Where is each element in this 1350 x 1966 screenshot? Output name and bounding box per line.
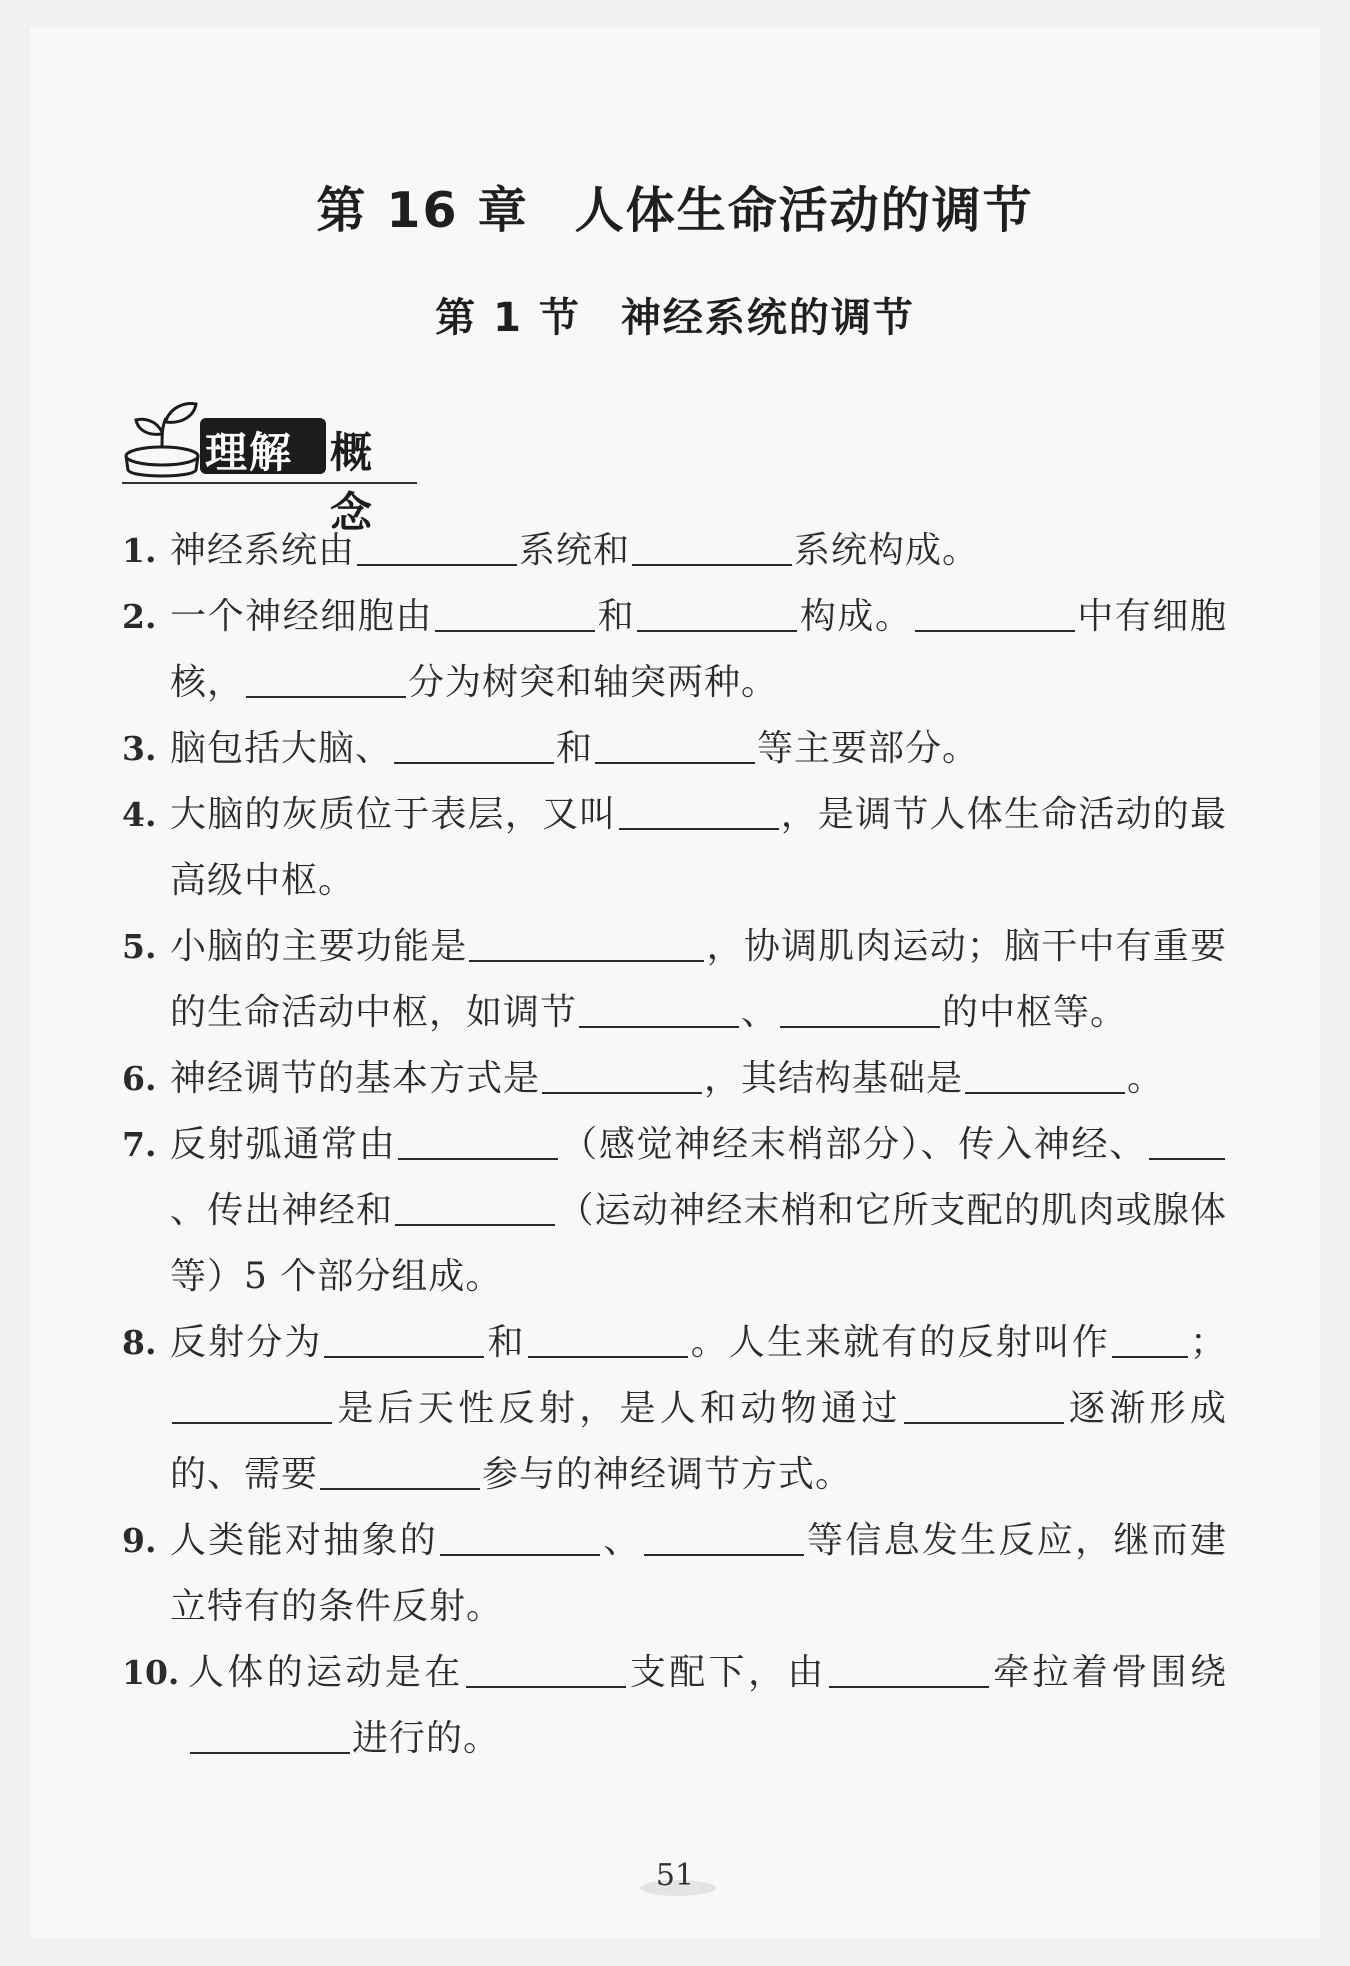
answer-blank[interactable] (469, 926, 704, 962)
question-text: 、 (741, 992, 779, 1033)
answer-blank[interactable] (395, 1190, 555, 1226)
question-number: 3. (122, 729, 157, 768)
answer-blank[interactable] (190, 1718, 350, 1754)
question-text: 和 (556, 728, 594, 769)
question-text: 是后天性反射，是人和动物通过 (334, 1388, 902, 1429)
answer-blank[interactable] (324, 1322, 484, 1358)
section-name: 神经系统的调节 (620, 295, 915, 341)
question-number: 5. (122, 927, 157, 966)
question-text: 大脑的灰质位于表层，又叫 (170, 794, 617, 835)
question-text: ； (1189, 1322, 1227, 1363)
question-text: 和 (597, 596, 636, 637)
chapter-number: 第 16 章 (316, 182, 529, 239)
question-text: 支配下，由 (627, 1652, 827, 1693)
concept-heading (122, 398, 417, 537)
question-text: 脑包括大脑、 (170, 728, 393, 769)
question-number: 8. (122, 1323, 157, 1362)
answer-blank[interactable] (965, 1058, 1125, 1094)
section-number: 第 1 节 (435, 295, 581, 341)
question-text: （感觉神经末梢部分）、传入神经、 (560, 1124, 1147, 1165)
question-text: 小脑的主要功能是 (170, 926, 468, 967)
answer-blank[interactable] (466, 1652, 626, 1688)
answer-blank[interactable] (595, 728, 755, 764)
question-text: 、 (602, 1520, 642, 1561)
question-8 (122, 1310, 1227, 1508)
section-title (0, 286, 1350, 343)
sprout-dish-icon (122, 398, 202, 484)
question-1 (122, 518, 1227, 584)
answer-blank[interactable] (780, 992, 940, 1028)
question-text: ，是调节人体生命活动的最高级中枢。 (170, 794, 1227, 901)
answer-blank[interactable] (619, 794, 779, 830)
question-text: 、传出神经和 (170, 1190, 394, 1231)
question-text: 神经调节的基本方式是 (170, 1058, 541, 1099)
question-5 (122, 914, 1227, 1046)
question-text: 和 (486, 1322, 526, 1363)
answer-blank[interactable] (915, 596, 1075, 632)
question-text: 逐渐形成的、需要 (170, 1388, 1227, 1495)
question-text: 人体的运动是在 (188, 1652, 464, 1693)
answer-blank[interactable] (357, 530, 517, 566)
question-number: 6. (122, 1059, 157, 1098)
question-text: ，协调肌肉运动；脑干中有重要的生命活动中枢，如调节 (170, 926, 1227, 1033)
question-number: 9. (122, 1521, 157, 1560)
question-text: 分为树突和轴突两种。 (408, 662, 779, 703)
question-text: 中有细胞核， (170, 596, 1227, 703)
answer-blank[interactable] (172, 1388, 332, 1424)
question-text: 神经系统由 (170, 530, 356, 571)
answer-blank[interactable] (440, 1520, 600, 1556)
answer-blank[interactable] (1112, 1322, 1188, 1358)
question-4 (122, 782, 1227, 914)
answer-blank[interactable] (644, 1520, 804, 1556)
answer-blank[interactable] (1149, 1124, 1225, 1160)
question-2 (122, 584, 1227, 716)
question-text: 参与的神经调节方式。 (482, 1454, 853, 1495)
question-list (122, 518, 1227, 1772)
concept-heading-dark-text: 理解 (205, 428, 294, 477)
question-3 (122, 716, 1227, 782)
question-number: 10. (122, 1653, 180, 1692)
question-number: 4. (122, 795, 157, 834)
question-number: 2. (122, 597, 157, 636)
question-text: 。 (1127, 1058, 1165, 1099)
question-text: 反射弧通常由 (170, 1124, 397, 1165)
chapter-title (0, 172, 1350, 242)
answer-blank[interactable] (435, 596, 595, 632)
answer-blank[interactable] (829, 1652, 989, 1688)
question-9 (122, 1508, 1227, 1640)
chapter-name: 人体生命活动的调节 (574, 182, 1034, 239)
question-text: 等信息发生反应，继而建立特有的条件反射。 (170, 1520, 1227, 1627)
question-text: ，其结构基础是 (704, 1058, 964, 1099)
question-text: 进行的。 (352, 1718, 501, 1759)
concept-heading-light-text: 概念 (330, 428, 375, 537)
answer-blank[interactable] (579, 992, 739, 1028)
answer-blank[interactable] (320, 1454, 480, 1490)
question-text: 牵拉着骨围绕 (990, 1652, 1227, 1693)
question-text: 系统构成。 (794, 530, 980, 571)
answer-blank[interactable] (528, 1322, 688, 1358)
question-text: 的中枢等。 (942, 992, 1128, 1033)
question-number: 7. (122, 1125, 157, 1164)
answer-blank[interactable] (632, 530, 792, 566)
answer-blank[interactable] (398, 1124, 558, 1160)
question-7 (122, 1112, 1227, 1310)
question-text: 人类能对抽象的 (170, 1520, 439, 1561)
question-text: 一个神经细胞由 (170, 596, 434, 637)
page-number: 51 (655, 1858, 695, 1893)
answer-blank[interactable] (904, 1388, 1064, 1424)
question-text: 等主要部分。 (757, 728, 980, 769)
answer-blank[interactable] (394, 728, 554, 764)
question-text: 构成。 (799, 596, 913, 637)
question-6 (122, 1046, 1227, 1112)
answer-blank[interactable] (637, 596, 797, 632)
question-text: （运动神经末梢和它所支配的肌肉或腺体等）5 个部分组成。 (170, 1190, 1227, 1297)
question-text: 。人生来就有的反射叫作 (689, 1322, 1110, 1363)
heading-underline (122, 482, 417, 484)
question-text: 系统和 (519, 530, 631, 571)
answer-blank[interactable] (246, 662, 406, 698)
question-text: 反射分为 (170, 1322, 323, 1363)
question-10 (122, 1640, 1227, 1772)
question-number: 1. (122, 531, 157, 570)
answer-blank[interactable] (542, 1058, 702, 1094)
